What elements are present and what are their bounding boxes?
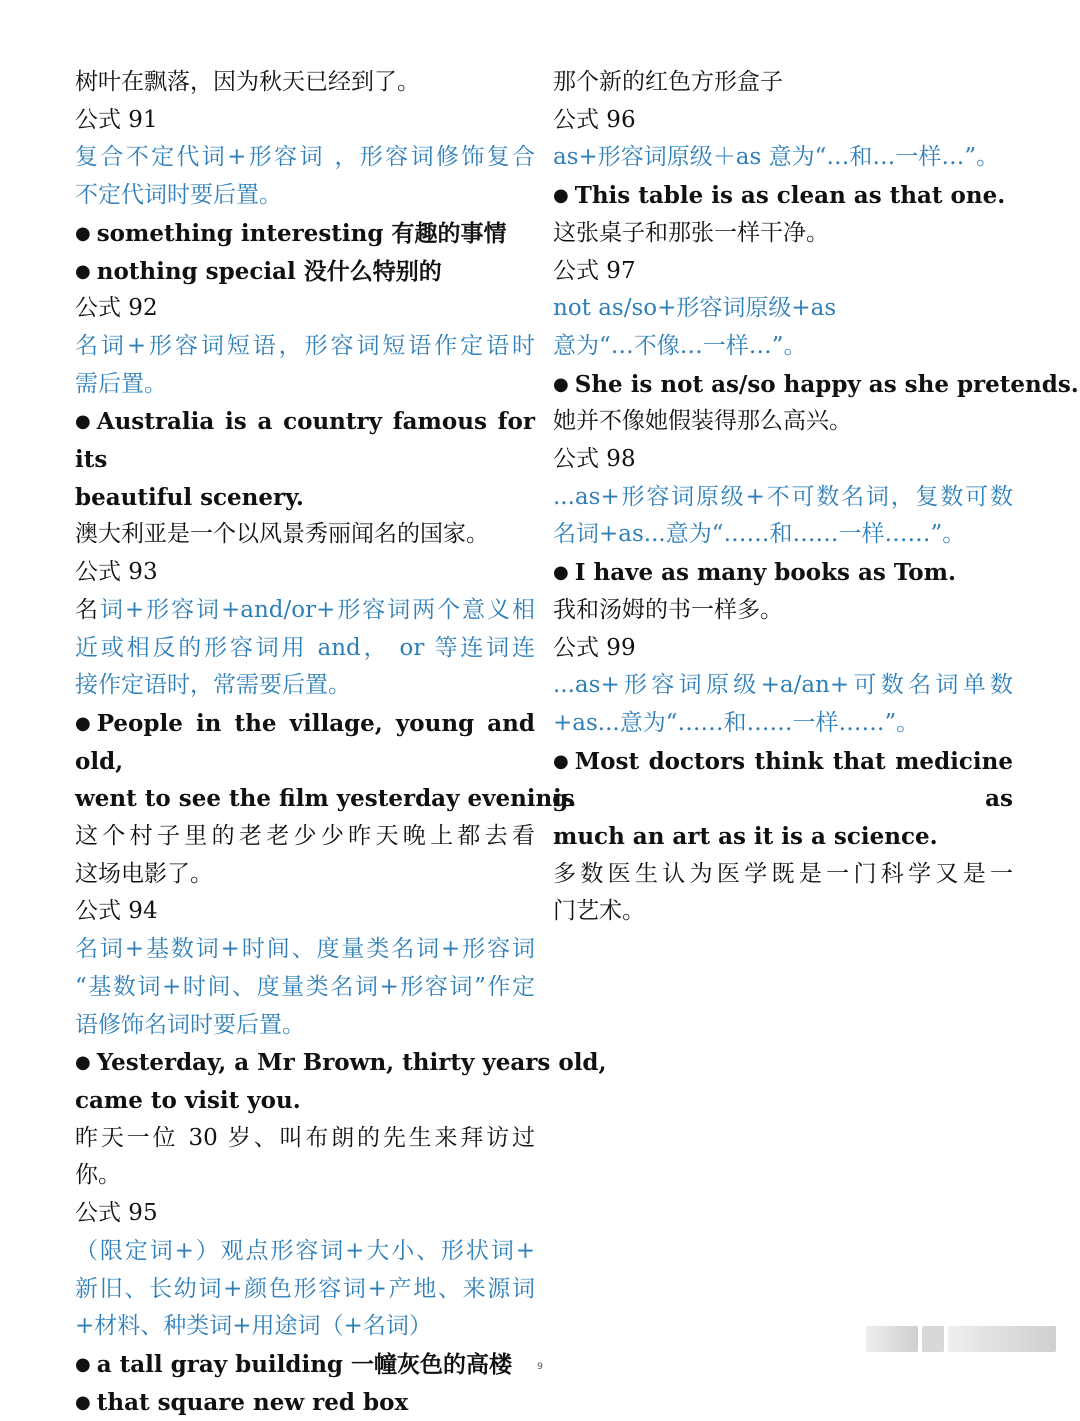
translation-line: 我和汤姆的书一样多。 <box>553 596 783 623</box>
translation-line: 她并不像她假装得那么高兴。 <box>553 408 852 435</box>
example-bullet: ● Australia is a country famous for its <box>75 403 535 478</box>
formula-rule-line: not as/so+形容词原级+as <box>553 295 837 322</box>
example-bullet: ● I have as many books as Tom. <box>553 554 1013 592</box>
formula-rule-line: “基数词+时间、度量类名词+形容词”作定 <box>75 973 535 1000</box>
translation-line: 澳大利亚是一个以风景秀丽闻名的国家。 <box>75 521 489 548</box>
formula-rule-line: +材料、种类词+用途词（+名词） <box>75 1313 432 1340</box>
formula-rule-line: 新旧、长幼词+颜色形容词+产地、来源词 <box>75 1275 535 1302</box>
example-bullet: ● something interesting 有趣的事情 <box>75 215 535 253</box>
formula-rule-line: ...as+形容词原级+不可数名词，复数可数 <box>553 483 1013 510</box>
translation-line: 树叶在飘落，因为秋天已经到了。 <box>75 69 420 95</box>
right-column <box>553 64 1079 931</box>
formula-heading: 公式 98 <box>553 446 636 473</box>
translation-line: 这场电影了。 <box>75 860 213 887</box>
example-continuation: much an art as it is a science. <box>553 823 938 851</box>
formula-rule-line: 名词+基数词+时间、度量类名词+形容词 <box>75 936 535 963</box>
formula-heading: 公式 93 <box>75 559 158 586</box>
formula-heading: 公式 96 <box>553 106 636 133</box>
formula-heading: 公式 92 <box>75 295 158 322</box>
formula-heading: 公式 94 <box>75 898 158 925</box>
formula-rule-line: 意为“…不像…一样…”。 <box>553 332 807 359</box>
translation-line: 那个新的红色方形盒子 <box>553 69 783 95</box>
formula-rule-line: 语修饰名词时要后置。 <box>75 1011 305 1038</box>
formula-rule-line: 名词+as...意为“……和……一样……”。 <box>553 521 966 548</box>
formula-heading: 公式 97 <box>553 257 636 284</box>
example-bullet: ● that square new red box <box>75 1384 535 1421</box>
page-number: 9 <box>537 1362 543 1372</box>
formula-rule-line: 不定代词时要后置。 <box>75 182 282 209</box>
translation-line: 昨天一位 30 岁、叫布朗的先生来拜访过 <box>75 1124 535 1151</box>
example-bullet: ● Yesterday, a Mr Brown, thirty years old, <box>75 1044 535 1082</box>
example-bullet: ● She is not as/so happy as she pretends. <box>553 366 1013 404</box>
formula-heading: 公式 95 <box>75 1200 158 1227</box>
formula-rule-line: 复合不定代词+形容词 ，形容词修饰复合 <box>75 144 535 171</box>
example-bullet: ● a tall gray building 一幢灰色的高楼 <box>75 1346 535 1384</box>
formula-rule-line: as+形容词原级＋as 意为“…和…一样…”。 <box>553 144 1000 171</box>
formula-rule-line: 近或相反的形容词用 and， or 等连词连 <box>75 634 535 661</box>
example-continuation: went to see the film yesterday evening. <box>75 785 577 813</box>
example-bullet: ● This table is as clean as that one. <box>553 177 1013 215</box>
example-continuation: came to visit you. <box>75 1086 301 1114</box>
example-bullet: ● Most doctors think that medicine is as <box>553 743 1013 818</box>
formula-heading: 公式 91 <box>75 106 158 133</box>
formula-rule-line: 名词+形容词+and/or+形容词两个意义相 <box>75 596 535 623</box>
translation-line: 多数医生认为医学既是一门科学又是一 <box>553 860 1013 887</box>
formula-rule-line: 接作定语时，常需要后置。 <box>75 672 351 699</box>
translation-line: 门艺术。 <box>553 898 645 925</box>
formula-rule-line: ...as+形容词原级+a/an+可数名词单数 <box>553 672 1013 699</box>
translation-line: 这张桌子和那张一样干净。 <box>553 219 829 246</box>
example-bullet: ● nothing special 没什么特别的 <box>75 253 535 291</box>
formula-rule-line: 需后置。 <box>75 370 167 397</box>
example-bullet: ● People in the village, young and old, <box>75 705 535 780</box>
translation-line: 这个村子里的老老少少昨天晚上都去看 <box>75 823 535 850</box>
formula-rule-line: （限定词+）观点形容词+大小、形状词+ <box>75 1237 535 1264</box>
corner-decoration <box>866 1326 1056 1352</box>
formula-heading: 公式 99 <box>553 634 636 661</box>
formula-rule-line: 名词+形容词短语，形容词短语作定语时 <box>75 332 535 359</box>
formula-rule-line: +as...意为“……和……一样……”。 <box>553 709 920 736</box>
translation-line: 你。 <box>75 1162 121 1189</box>
example-continuation: beautiful scenery. <box>75 483 304 511</box>
